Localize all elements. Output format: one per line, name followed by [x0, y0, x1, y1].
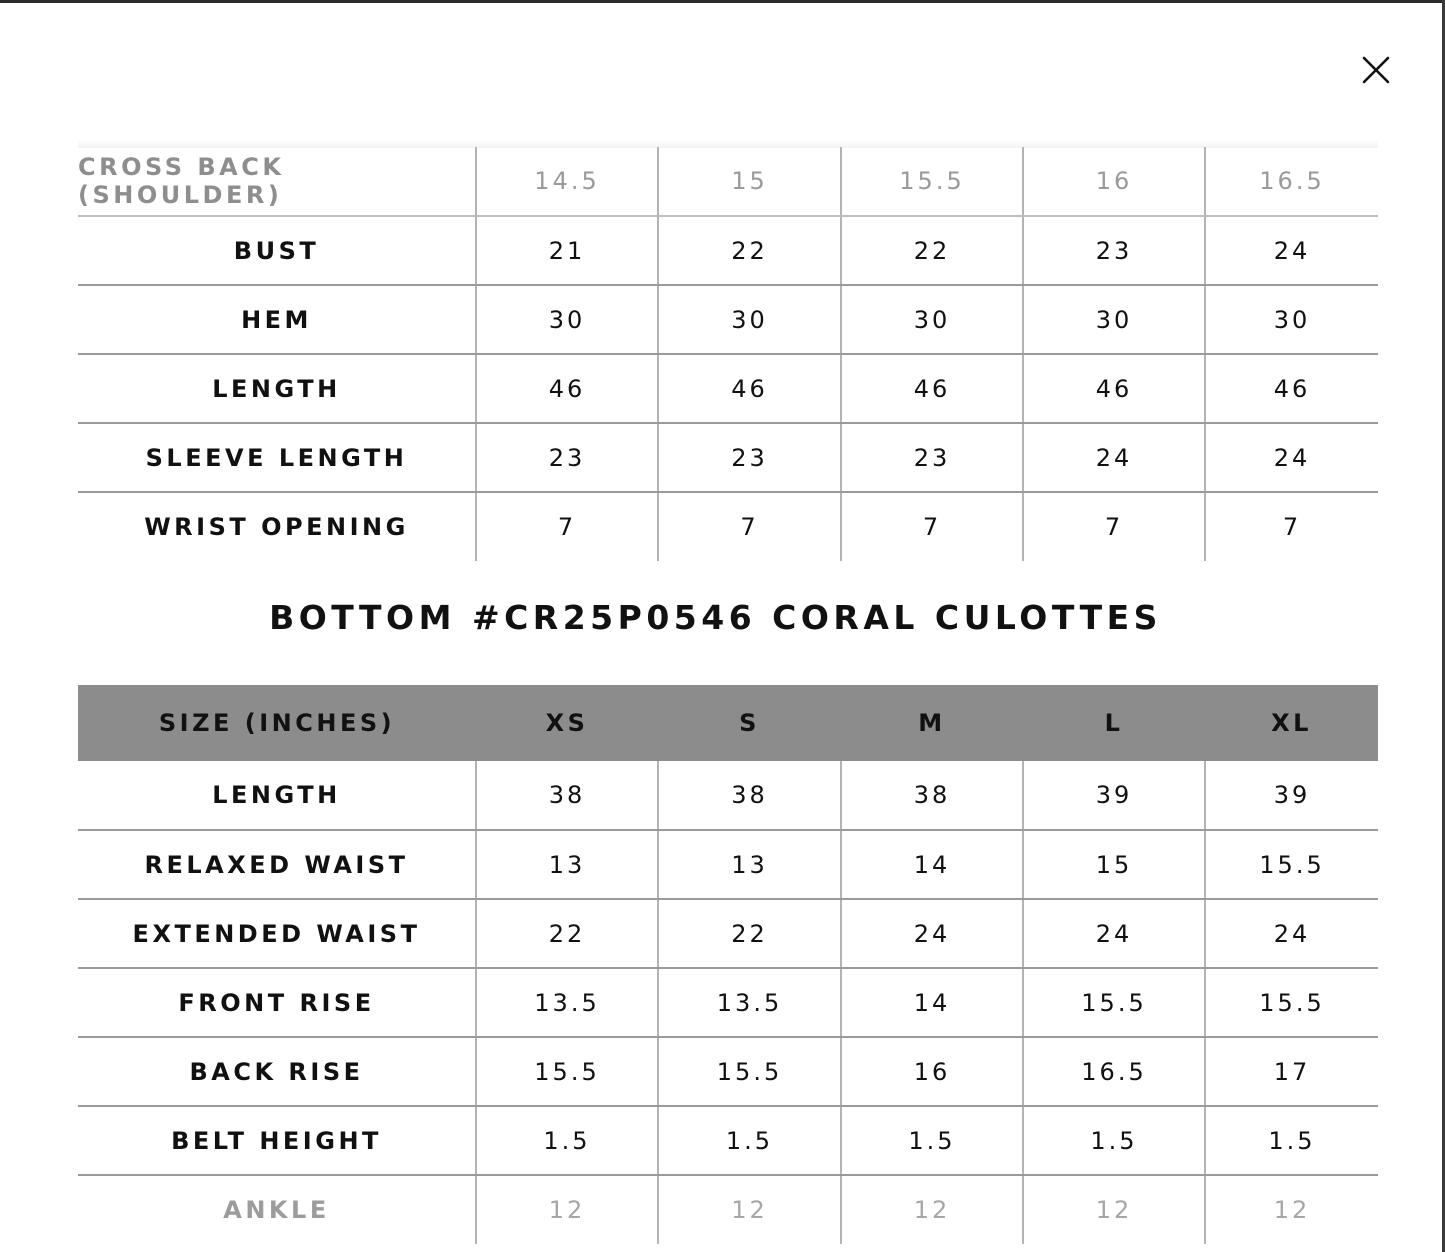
measurement-label: BUST [78, 216, 476, 285]
measurement-value: 16 [1023, 147, 1205, 216]
measurement-value: 46 [1205, 354, 1378, 423]
size-header: L [1023, 685, 1205, 761]
measurement-value: 7 [476, 492, 658, 561]
measurement-value: 39 [1023, 761, 1205, 830]
close-icon [1356, 50, 1396, 90]
measurement-value: 1.5 [1205, 1106, 1378, 1175]
measurement-value: 12 [841, 1175, 1023, 1244]
table-row [78, 423, 1378, 492]
measurement-label: LENGTH [78, 761, 476, 830]
measurement-value: 15.5 [1023, 968, 1205, 1037]
measurement-value: 30 [658, 285, 841, 354]
size-header: S [658, 685, 841, 761]
measurement-label: SLEEVE LENGTH [78, 423, 476, 492]
measurement-value: 15 [1023, 830, 1205, 899]
measurement-label: WRIST OPENING [144, 513, 409, 541]
measurement-value: 1.5 [841, 1106, 1023, 1175]
measurement-value: 7 [1023, 492, 1205, 561]
measurement-value: 38 [658, 761, 841, 830]
table-row [78, 761, 1378, 830]
table-row [78, 968, 1378, 1037]
measurement-value: 30 [841, 285, 1023, 354]
top-size-table [78, 147, 1378, 561]
table-row [78, 899, 1378, 968]
measurement-value: 21 [476, 216, 658, 285]
measurement-label: RELAXED WAIST [78, 830, 476, 899]
measurement-value: 38 [841, 761, 1023, 830]
table-row [78, 1037, 1378, 1106]
measurement-value: 13 [476, 830, 658, 899]
measurement-value: 22 [841, 216, 1023, 285]
measurement-value: 1.5 [1023, 1106, 1205, 1175]
measurement-value: 24 [1205, 899, 1378, 968]
measurement-value: 46 [1023, 354, 1205, 423]
table-row [78, 216, 1378, 285]
size-header: M [841, 685, 1023, 761]
measurement-value: 13 [658, 830, 841, 899]
measurement-value: 13.5 [658, 968, 841, 1037]
measurement-value: 7 [1205, 492, 1378, 561]
measurement-value: 12 [1023, 1175, 1205, 1244]
table-header-row [78, 685, 1378, 761]
measurement-value: 38 [476, 761, 658, 830]
measurement-value: 15.5 [841, 147, 1023, 216]
measurement-label: HEM [78, 285, 476, 354]
measurement-value: 16.5 [1205, 147, 1378, 216]
measurement-value: 13.5 [476, 968, 658, 1037]
measurement-value: 22 [658, 899, 841, 968]
measurement-label: BACK RISE [78, 1037, 476, 1106]
measurement-label: LENGTH [78, 354, 476, 423]
table-row [78, 147, 1378, 216]
table-row [78, 354, 1378, 423]
measurement-value: 30 [1023, 285, 1205, 354]
measurement-value: 46 [658, 354, 841, 423]
measurement-value: 22 [658, 216, 841, 285]
measurement-value: 14.5 [476, 147, 658, 216]
size-header: XL [1205, 685, 1378, 761]
measurement-value: 7 [658, 492, 841, 561]
measurement-value: 23 [841, 423, 1023, 492]
measurement-value: 23 [476, 423, 658, 492]
measurement-value: 1.5 [658, 1106, 841, 1175]
measurement-value: 23 [658, 423, 841, 492]
measurement-label: EXTENDED WAIST [78, 899, 476, 968]
size-header: XS [476, 685, 658, 761]
measurement-value: 46 [841, 354, 1023, 423]
measurement-value: 1.5 [476, 1106, 658, 1175]
section-title: BOTTOM #CR25P0546 CORAL CULOTTES [269, 598, 1162, 637]
measurement-value: 12 [1205, 1175, 1378, 1244]
bottom-size-table [78, 685, 1378, 1244]
close-button[interactable] [1356, 50, 1396, 90]
measurement-value: 24 [1023, 423, 1205, 492]
measurement-value: 15 [658, 147, 841, 216]
measurement-value: 14 [841, 830, 1023, 899]
measurement-value: 46 [476, 354, 658, 423]
measurement-value: 15.5 [476, 1037, 658, 1106]
measurement-value: 23 [1023, 216, 1205, 285]
measurement-value: 24 [841, 899, 1023, 968]
modal-top-edge [0, 0, 1445, 3]
measurement-value: 12 [658, 1175, 841, 1244]
measurement-value: 30 [476, 285, 658, 354]
measurement-value: 12 [476, 1175, 658, 1244]
measurement-value: 30 [1205, 285, 1378, 354]
measurement-value: 15.5 [1205, 968, 1378, 1037]
measurement-value: 39 [1205, 761, 1378, 830]
table-row [78, 830, 1378, 899]
measurement-value: 15.5 [1205, 830, 1378, 899]
measurement-value: 24 [1205, 216, 1378, 285]
measurement-value: 22 [476, 899, 658, 968]
measurement-label: FRONT RISE [78, 968, 476, 1037]
measurement-value: 24 [1023, 899, 1205, 968]
measurement-value: 17 [1205, 1037, 1378, 1106]
table-row [78, 285, 1378, 354]
measurement-label: ANKLE [223, 1196, 330, 1224]
measurement-value: 16 [841, 1037, 1023, 1106]
table-row [78, 1175, 1378, 1244]
measurement-value: 15.5 [658, 1037, 841, 1106]
measurement-label: CROSS BACK (SHOULDER) [78, 147, 476, 216]
measurement-label: BELT HEIGHT [78, 1106, 476, 1175]
measurement-value: 24 [1205, 423, 1378, 492]
measurement-value: 7 [841, 492, 1023, 561]
measurement-value: 16.5 [1023, 1037, 1205, 1106]
size-header-label: SIZE (INCHES) [78, 685, 476, 761]
measurement-value: 14 [841, 968, 1023, 1037]
table-row [78, 1106, 1378, 1175]
table-row [78, 492, 1378, 561]
